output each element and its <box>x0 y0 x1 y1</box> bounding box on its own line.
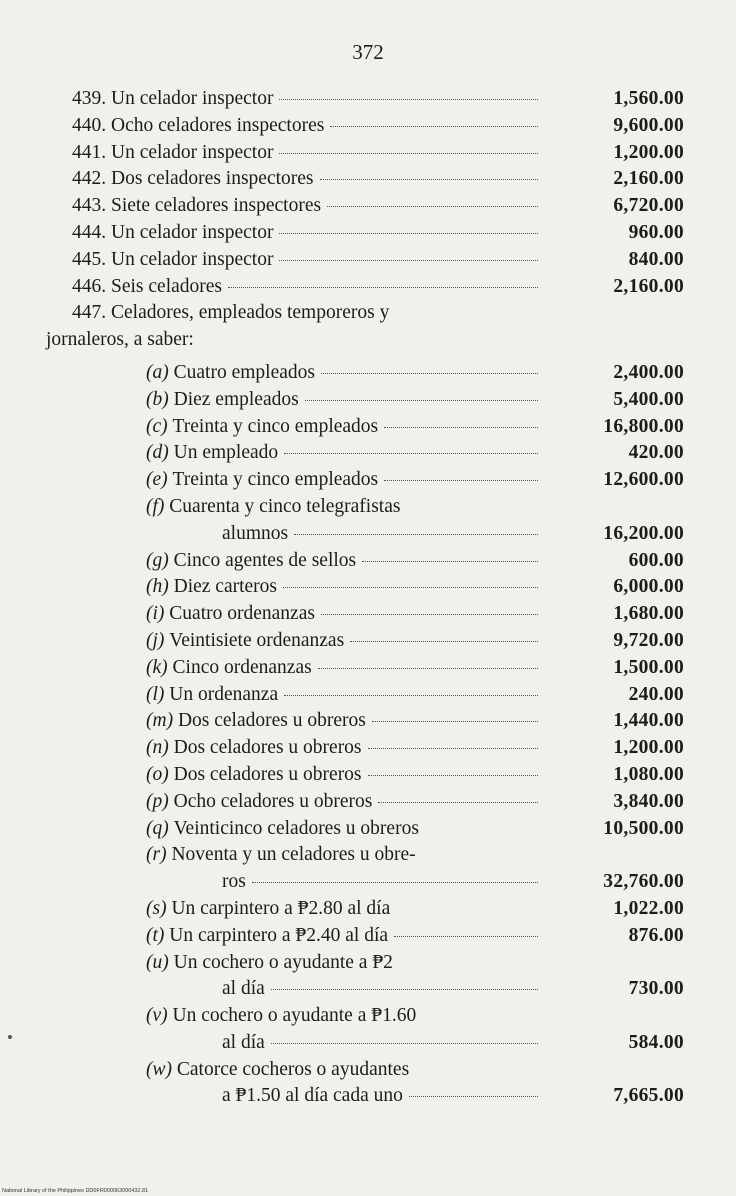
subitem-text: Noventa y un celadores u obre- <box>171 844 416 866</box>
dot-leader <box>284 453 538 454</box>
dot-leader <box>384 427 538 428</box>
subitem-continuation <box>222 1030 538 1057</box>
subitem-letter: (k) <box>146 656 168 678</box>
subitem-label <box>146 842 538 869</box>
subitem-label <box>146 601 538 628</box>
item-text: Siete celadores inspectores <box>111 195 322 217</box>
subitem-row <box>0 842 736 869</box>
dot-leader <box>378 802 538 803</box>
item-text: Celadores, empleados temporeros y <box>111 302 390 324</box>
subitem-letter: (o) <box>146 763 169 785</box>
item-label <box>72 193 538 220</box>
list-item <box>0 274 736 301</box>
dot-leader <box>368 775 538 776</box>
subitem-letter: (f) <box>146 495 165 517</box>
subitem-cont-text: alumnos <box>222 522 289 544</box>
subitem-label <box>146 414 538 441</box>
subitem-amount: 1,080.00 <box>613 763 684 785</box>
subitem-row <box>0 762 736 789</box>
subitem-letter: (t) <box>146 924 165 946</box>
dot-leader <box>350 641 538 642</box>
item-number: 443. <box>72 195 107 217</box>
subitem-text: Veintisiete ordenanzas <box>169 629 345 651</box>
subitem-row-cont <box>0 521 736 548</box>
subitem-row <box>0 735 736 762</box>
subitem-row-cont <box>0 869 736 896</box>
list-item <box>0 166 736 193</box>
item-label <box>72 166 538 193</box>
item-amount: 960.00 <box>628 221 684 243</box>
list-item <box>0 140 736 167</box>
subitem-row <box>0 414 736 441</box>
subitem-row <box>0 360 736 387</box>
subitem-text: Veinticinco celadores u obreros <box>173 817 419 839</box>
subitem-label <box>146 360 538 387</box>
subitem-row <box>0 387 736 414</box>
subitem-cont-text: al día <box>222 1031 265 1053</box>
subitem-row <box>0 440 736 467</box>
item-amount: 1,200.00 <box>613 141 684 163</box>
subitem-letter: (b) <box>146 388 169 410</box>
dot-leader <box>279 153 538 154</box>
subitem-amount: 1,022.00 <box>613 897 684 919</box>
subitem-letter: (e) <box>146 469 168 491</box>
subitem-letter: (c) <box>146 415 168 437</box>
subitem-text: Treinta y cinco empleados <box>172 469 379 491</box>
dot-leader <box>394 936 538 937</box>
dot-leader <box>305 400 538 401</box>
subitem-label <box>146 708 538 735</box>
item-amount: 6,720.00 <box>613 195 684 217</box>
item-number: 445. <box>72 248 107 270</box>
subitem-amount: 1,680.00 <box>613 603 684 625</box>
item-number: 442. <box>72 168 107 190</box>
subitem-continuation <box>222 1083 538 1110</box>
item-amount: 840.00 <box>628 248 684 270</box>
dot-leader <box>271 989 538 990</box>
subitem-label <box>146 950 538 977</box>
item-text: Seis celadores <box>111 275 223 297</box>
subitem-text: Un carpintero a ₱2.40 al día <box>169 924 389 946</box>
subitem-amount: 7,665.00 <box>613 1085 684 1107</box>
item-text: Un celador inspector <box>111 141 274 163</box>
subitem-row <box>0 655 736 682</box>
subitem-text: Cuatro empleados <box>173 361 315 383</box>
subitem-label <box>146 816 538 843</box>
subitem-continuation <box>222 521 538 548</box>
subitem-amount: 240.00 <box>628 683 684 705</box>
item-label <box>72 140 538 167</box>
list-item <box>0 247 736 274</box>
item-label <box>72 274 538 301</box>
subitem-letter: (r) <box>146 844 167 866</box>
subitem-text: Treinta y cinco empleados <box>172 415 379 437</box>
subitem-amount: 32,760.00 <box>603 871 684 893</box>
subitem-amount: 3,840.00 <box>613 790 684 812</box>
subitem-amount: 1,440.00 <box>613 710 684 732</box>
subitem-cont-text: a ₱1.50 al día cada uno <box>222 1085 403 1107</box>
subitem-label <box>146 548 538 575</box>
item-text: Ocho celadores inspectores <box>111 114 325 136</box>
dot-leader <box>252 882 538 883</box>
subitem-amount: 16,200.00 <box>603 522 684 544</box>
subitem-label <box>146 440 538 467</box>
item-447-line2: jornaleros, a saber: <box>46 329 194 351</box>
subitem-letter: (g) <box>146 549 169 571</box>
subitem-label <box>146 923 538 950</box>
subitem-label <box>146 789 538 816</box>
list-item <box>0 193 736 220</box>
subitem-label <box>146 896 538 923</box>
subitem-label <box>146 762 538 789</box>
dot-leader <box>321 373 538 374</box>
page-number: 372 <box>352 40 384 64</box>
subitem-row <box>0 896 736 923</box>
dot-leader <box>271 1043 538 1044</box>
subitem-amount: 16,800.00 <box>603 415 684 437</box>
item-amount: 2,160.00 <box>613 275 684 297</box>
dot-leader <box>279 233 538 234</box>
subitem-letter: (p) <box>146 790 169 812</box>
subitem-text: Catorce cocheros o ayudantes <box>176 1058 410 1080</box>
item-447-line1 <box>72 300 538 327</box>
subitem-row <box>0 708 736 735</box>
subitem-amount: 600.00 <box>628 549 684 571</box>
subitem-amount: 730.00 <box>628 978 684 1000</box>
subitem-text: Dos celadores u obreros <box>173 763 362 785</box>
item-number: 441. <box>72 141 107 163</box>
subitem-label <box>146 467 538 494</box>
subitem-amount: 9,720.00 <box>613 629 684 651</box>
subitem-amount: 584.00 <box>628 1031 684 1053</box>
appropriation-list <box>0 86 736 1110</box>
list-item-447 <box>0 300 736 327</box>
subitem-amount: 420.00 <box>628 442 684 464</box>
dot-leader <box>384 480 538 481</box>
subitem-amount: 6,000.00 <box>613 576 684 598</box>
list-item <box>0 113 736 140</box>
item-number: 440. <box>72 114 107 136</box>
subitem-text: Diez carteros <box>173 576 278 598</box>
subitem-amount: 1,500.00 <box>613 656 684 678</box>
subitem-row-cont <box>0 976 736 1003</box>
subitem-row <box>0 1057 736 1084</box>
subitem-letter: (j) <box>146 629 165 651</box>
subitem-row-cont <box>0 1030 736 1057</box>
item-label <box>72 247 538 274</box>
subitem-continuation <box>222 869 538 896</box>
subitem-label <box>146 387 538 414</box>
item-amount: 1,560.00 <box>613 88 684 109</box>
subitem-text: Un ordenanza <box>169 683 279 705</box>
item-label <box>72 113 538 140</box>
subitem-letter: (s) <box>146 897 167 919</box>
subitem-letter: (h) <box>146 576 169 598</box>
subitem-row <box>0 548 736 575</box>
subitem-cont-text: al día <box>222 978 265 1000</box>
subitem-letter: (n) <box>146 737 169 759</box>
subitem-row <box>0 494 736 521</box>
list-item <box>0 86 736 113</box>
subitem-continuation <box>222 976 538 1003</box>
dot-leader <box>321 614 538 615</box>
subitem-label <box>146 1003 538 1030</box>
subitem-letter: (q) <box>146 817 169 839</box>
dot-leader <box>279 99 538 100</box>
subitem-text: Diez empleados <box>173 388 299 410</box>
subitem-text: Un empleado <box>173 442 279 464</box>
item-text: Dos celadores inspectores <box>111 168 314 190</box>
subitem-label <box>146 574 538 601</box>
item-number: 444. <box>72 221 107 243</box>
subitem-text: Dos celadores u obreros <box>177 710 366 732</box>
subitem-letter: (w) <box>146 1058 172 1080</box>
subitem-amount: 5,400.00 <box>613 388 684 410</box>
dot-leader <box>372 721 538 722</box>
subitem-amount: 12,600.00 <box>603 469 684 491</box>
subitem-cont-text: ros <box>222 871 246 893</box>
subitem-row <box>0 467 736 494</box>
subitem-text: Un cochero o ayudante a ₱2 <box>173 951 393 973</box>
list-item-447-cont <box>0 327 736 354</box>
subitem-row-cont <box>0 1083 736 1110</box>
item-number: 447. <box>72 302 107 324</box>
subitem-row <box>0 816 736 843</box>
subitem-row <box>0 601 736 628</box>
item-label <box>72 220 538 247</box>
subitem-row <box>0 923 736 950</box>
dot-leader <box>368 748 538 749</box>
subitem-label <box>146 735 538 762</box>
subitem-text: Dos celadores u obreros <box>173 737 362 759</box>
dot-leader <box>318 668 538 669</box>
dot-leader <box>228 287 538 288</box>
item-number: 446. <box>72 275 107 297</box>
list-item <box>0 220 736 247</box>
subitem-text: Cinco agentes de sellos <box>173 549 357 571</box>
subitem-row <box>0 574 736 601</box>
dot-leader <box>327 206 538 207</box>
subitem-text: Cuarenta y cinco telegrafistas <box>169 495 401 517</box>
dot-leader <box>294 534 538 535</box>
subitem-letter: (d) <box>146 442 169 464</box>
dot-leader <box>409 1096 538 1097</box>
subitem-letter: (m) <box>146 710 174 732</box>
subitem-label <box>146 1057 538 1084</box>
dot-leader <box>330 126 538 127</box>
subitem-letter: (v) <box>146 1005 168 1027</box>
item-number: 439. <box>72 88 107 109</box>
dot-leader <box>362 561 538 562</box>
dot-leader <box>283 587 538 588</box>
subitem-row <box>0 789 736 816</box>
subitem-label <box>146 682 538 709</box>
subitem-amount: 10,500.00 <box>603 817 684 839</box>
dot-leader <box>284 695 538 696</box>
item-text: Un celador inspector <box>111 248 274 270</box>
subitem-row <box>0 1003 736 1030</box>
subitem-row <box>0 682 736 709</box>
subitem-text: Cinco ordenanzas <box>172 656 312 678</box>
item-amount: 9,600.00 <box>613 114 684 136</box>
ink-speck <box>8 1035 12 1039</box>
dot-leader <box>279 260 538 261</box>
subitem-row <box>0 628 736 655</box>
subitem-letter: (u) <box>146 951 169 973</box>
subitem-amount: 876.00 <box>628 924 684 946</box>
subitem-label <box>146 655 538 682</box>
subitem-amount: 2,400.00 <box>613 361 684 383</box>
item-label <box>72 86 538 113</box>
subitem-text: Un cochero o ayudante a ₱1.60 <box>172 1005 417 1027</box>
subitem-letter: (i) <box>146 603 165 625</box>
footer-credit: National Library of the Philippines DD0FR000063000432.81 <box>2 1188 149 1194</box>
dot-leader <box>320 179 538 180</box>
subitem-letter: (a) <box>146 361 169 383</box>
subitem-letter: (l) <box>146 683 165 705</box>
item-amount: 2,160.00 <box>613 168 684 190</box>
subitem-row <box>0 950 736 977</box>
subitem-label <box>146 494 538 521</box>
item-text: Un celador inspector <box>111 88 274 109</box>
subitem-amount: 1,200.00 <box>613 737 684 759</box>
item-text: Un celador inspector <box>111 221 274 243</box>
subitem-label <box>146 628 538 655</box>
subitem-text: Cuatro ordenanzas <box>169 603 315 625</box>
subitem-text: Un carpintero a ₱2.80 al día <box>171 897 391 919</box>
subitem-text: Ocho celadores u obreros <box>173 790 373 812</box>
